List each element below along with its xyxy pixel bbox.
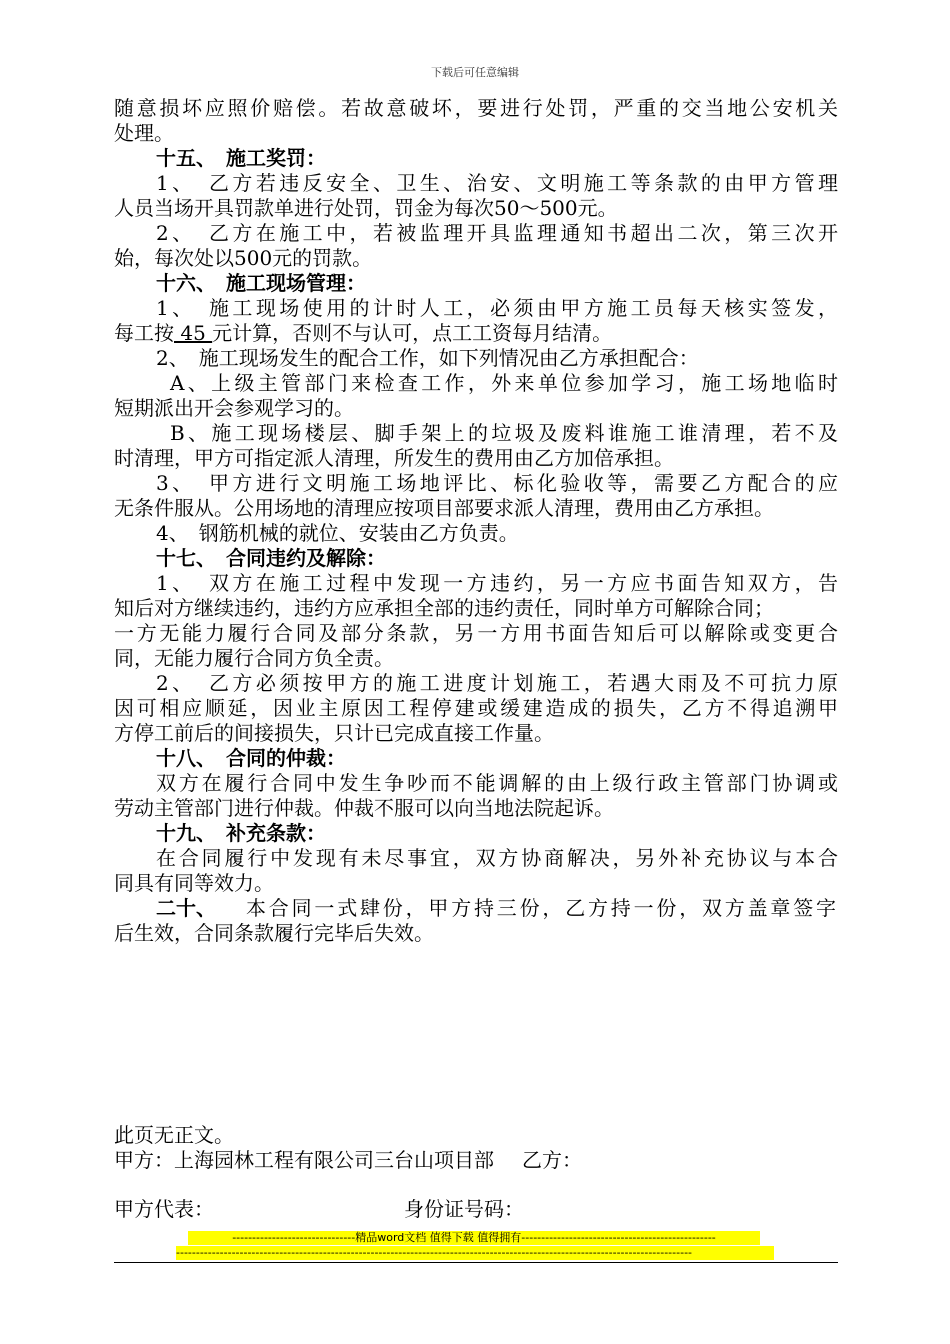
page-header: 下载后可任意编辑 (431, 66, 519, 79)
body-line: 1、 乙方若违反安全、卫生、治安、文明施工等条款的由甲方管理 (156, 171, 838, 195)
body-text: 本合同一式肆份，甲方持三份，乙方持一份，双方盖章签字 (246, 896, 836, 920)
representative-line (114, 1197, 524, 1222)
section-heading: 十七、 合同违约及解除： (156, 546, 386, 570)
wage-value: 45 (174, 321, 213, 345)
body-line: 短期派出开会参观学习的。 (114, 396, 354, 420)
footer-rule (114, 1262, 838, 1263)
body-line: 一方无能力履行合同及部分条款，另一方用书面告知后可以解除或变更合 (114, 621, 838, 645)
body-line: 2、 乙方在施工中，若被监理开具监理通知书超出二次，第三次开 (156, 221, 838, 245)
body-line: 同具有同等效力。 (114, 871, 274, 895)
body-line (114, 321, 838, 346)
body-line: 始，每次处以500元的罚款。 (114, 246, 373, 270)
body-line: 3、 甲方进行文明施工场地评比、标化验收等，需要乙方配合的应 (156, 471, 838, 495)
body-line: 因可相应顺延，因业主原因工程停建或缓建造成的损失，乙方不得追溯甲 (114, 696, 838, 720)
body-line: 劳动主管部门进行仲裁。仲裁不服可以向当地法院起诉。 (114, 796, 614, 820)
body-line: 随意损坏应照价赔偿。若故意破坏，要进行处罚，严重的交当地公安机关 (114, 96, 838, 120)
body-line: 2、 施工现场发生的配合工作，如下列情况由乙方承担配合： (156, 346, 699, 370)
body-line: B、施工现场楼层、脚手架上的垃圾及废料谁施工谁清理，若不及 (170, 421, 838, 445)
body-line: 在合同履行中发现有未尽事宜，双方协商解决，另外补充协议与本合 (156, 846, 838, 870)
no-text-note: 此页无正文。 (114, 1123, 234, 1147)
footer-banner-line-2: ---------------------------------------------------------------------------------------------------------------------------------- (176, 1246, 774, 1260)
body-line: 双方在履行合同中发生争吵而不能调解的由上级行政主管部门协调或 (156, 771, 838, 795)
body-line: 同，无能力履行合同方负全责。 (114, 646, 394, 670)
body-line: 4、 钢筋机械的就位、安装由乙方负责。 (156, 521, 519, 545)
body-line: 1、 施工现场使用的计时人工，必须由甲方施工员每天核实签发， (156, 296, 838, 320)
body-line: 2、 乙方必须按甲方的施工进度计划施工，若遇大雨及不可抗力原 (156, 671, 838, 695)
wage-suffix: 元计算，否则不与认可，点工工资每月结清。 (212, 321, 613, 345)
section-heading: 十八、 合同的仲裁： (156, 746, 346, 770)
section-heading: 二十、 (156, 896, 216, 920)
section-heading: 十六、 施工现场管理： (156, 271, 366, 295)
party-a-label: 甲方：上海园林工程有限公司三台山项目部 (114, 1148, 494, 1172)
body-line: A、上级主管部门来检查工作，外来单位参加学习，施工场地临时 (170, 371, 838, 395)
footer-banner-line-1: -------------------------------精品word文档 值得下载 值得拥有------------------------------------------------- (188, 1231, 760, 1245)
body-line: 知后对方继续违约，违约方应承担全部的违约责任，同时单方可解除合同； (114, 596, 774, 620)
id-number-label: 身份证号码： (404, 1197, 524, 1221)
wage-prefix: 每工按 (114, 321, 174, 345)
body-line: 方停工前后的间接损失，只计已完成直接工作量。 (114, 721, 554, 745)
section-heading: 十五、 施工奖罚： (156, 146, 326, 170)
body-line (114, 896, 838, 921)
body-line: 时清理，甲方可指定派人清理，所发生的费用由乙方加倍承担。 (114, 446, 674, 470)
document-body (114, 96, 838, 946)
body-line: 处理。 (114, 121, 174, 145)
section-heading: 十九、 补充条款： (156, 821, 326, 845)
body-line: 人员当场开具罚款单进行处罚，罚金为每次50～500元。 (114, 196, 618, 220)
party-line (114, 1148, 582, 1173)
body-line: 1、 双方在施工过程中发现一方违约，另一方应书面告知双方，告 (156, 571, 838, 595)
body-line: 后生效，合同条款履行完毕后失效。 (114, 921, 434, 945)
body-line: 无条件服从。公用场地的清理应按项目部要求派人清理，费用由乙方承担。 (114, 496, 774, 520)
party-b-label: 乙方： (522, 1148, 582, 1172)
party-a-representative-label: 甲方代表： (114, 1197, 214, 1221)
